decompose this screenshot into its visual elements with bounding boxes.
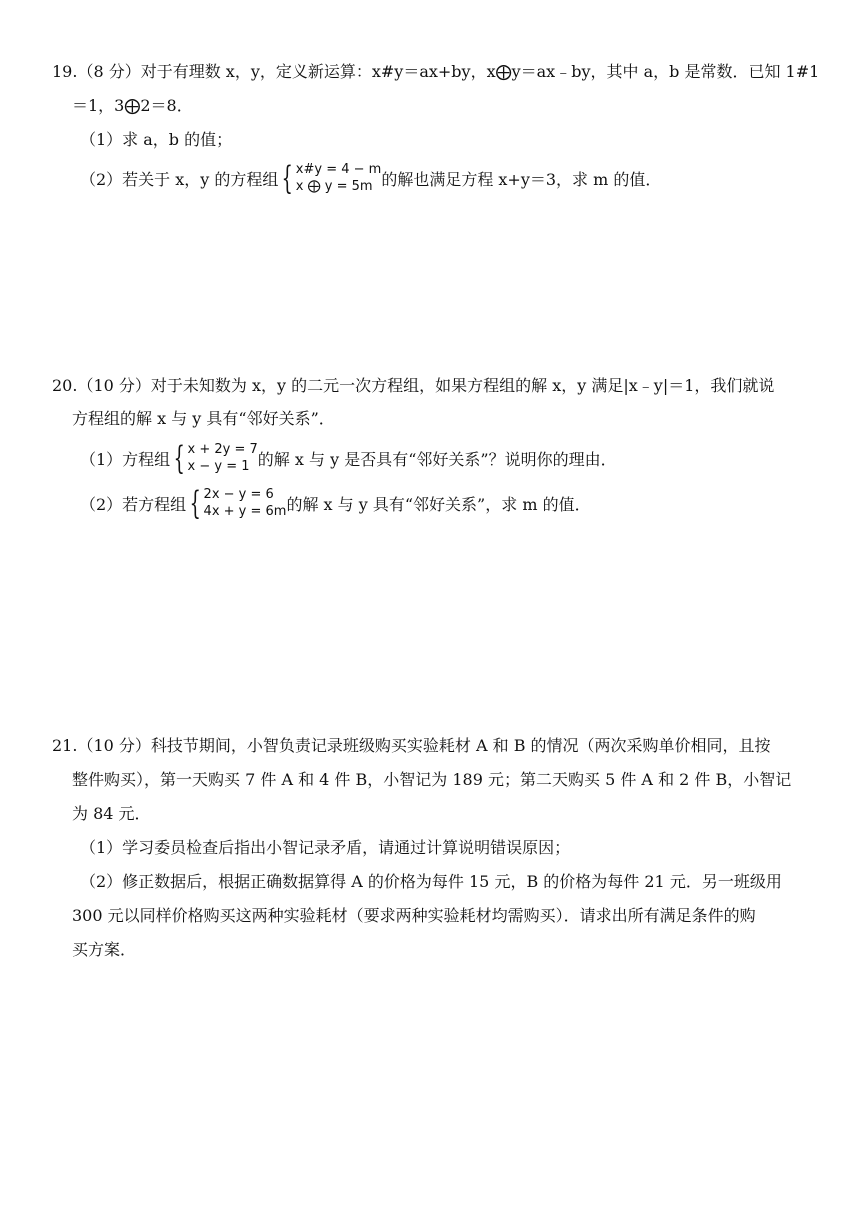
q20-part1-prefix: （1）方程组 [80,449,171,469]
q20-part2-equation-system [204,486,287,520]
q21-part2-line2: 300 元以同样价格购买这两种实验耗材（要求两种实验耗材均需购买）．请求出所有满足条件的购 [72,906,756,925]
q21-part2-line3: 买方案． [72,940,137,959]
q19-stem-line2: ＝1，3⨁2＝8． [72,96,193,115]
brace-icon: { [282,159,294,197]
q21-stem-line2: 整件购买），第一天购买 7 件 A 和 4 件 B，小智记为 189 元；第二天购买 5 件 A 和 2 件 B，小智记 [72,770,792,789]
brace-icon: { [173,439,185,477]
q19-part2-suffix: 的解也满足方程 x+y＝3，求 m 的值． [381,169,662,189]
q20-stem-line2: 方程组的解 x 与 y 具有“邻好关系”． [72,409,335,428]
q21-stem-line3: 为 84 元． [72,804,151,823]
q20-part1-equation-system [188,441,258,475]
q20-part1-eq1: x + 2y = 7 [187,442,258,457]
q20-part1 [80,440,617,476]
q19-part2 [80,160,661,196]
q20-stem-line1: 20.（10 分）对于未知数为 x，y 的二元一次方程组，如果方程组的解 x，y 满足|x﹣y|＝1，我们就说 [52,376,775,395]
q19-stem-line1: 19.（8 分）对于有理数 x，y，定义新运算：x#y＝ax+by，x⨁y＝ax﹣by，其中 a，b 是常数．已知 1#1 [52,62,820,81]
q19-eq1: x#y = 4 − m [295,162,382,177]
q20-part2-eq1: 2x − y = 6 [203,487,274,502]
q20-part2-eq2: 4x + y = 6m [203,504,287,519]
q20-part2-suffix: 的解 x 与 y 具有“邻好关系”，求 m 的值． [286,494,591,514]
q21-part2-line1: （2）修正数据后，根据正确数据算得 A 的价格为每件 15 元，B 的价格为每件 21 元．另一班级用 [80,872,782,891]
q21-part1: （1）学习委员检查后指出小智记录矛盾，请通过计算说明错误原因； [80,838,571,857]
q19-eq2: x ⨁ y = 5m [295,179,373,194]
q19-part2-prefix: （2）若关于 x，y 的方程组 [80,169,279,189]
q20-part1-suffix: 的解 x 与 y 是否具有“邻好关系”？说明你的理由． [257,449,617,469]
q20-part2 [80,485,591,521]
q19-equation-system [296,161,382,195]
q20-part1-eq2: x − y = 1 [187,459,250,474]
brace-icon: { [189,484,201,522]
q21-stem-line1: 21.（10 分）科技节期间，小智负责记录班级购买实验耗材 A 和 B 的情况（两次采购单价相同，且按 [52,736,771,755]
q20-part2-prefix: （2）若方程组 [80,494,187,514]
q19-part1: （1）求 a，b 的值； [80,130,233,149]
